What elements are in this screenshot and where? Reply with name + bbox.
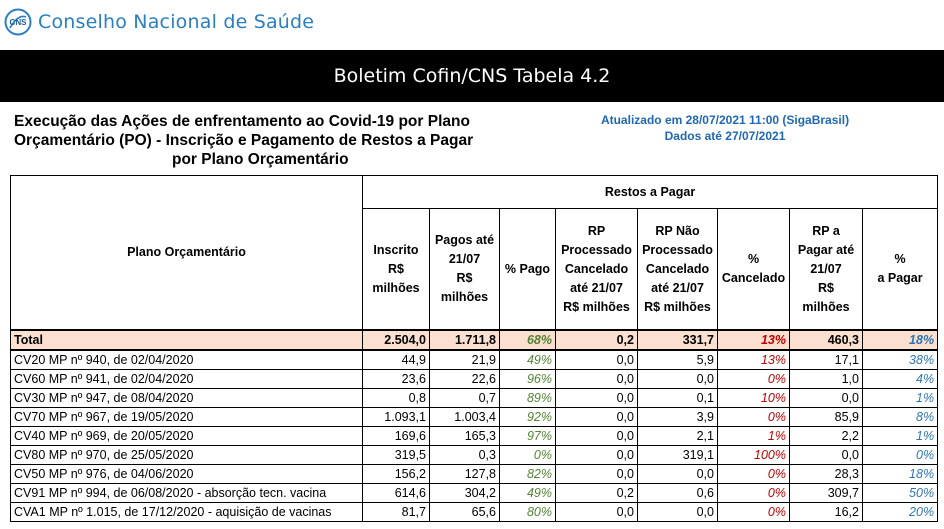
row-label: CV80 MP nº 970, de 25/05/2020 bbox=[11, 446, 363, 465]
cell-pagos: 0,7 bbox=[430, 389, 500, 408]
cell-pct-pago: 0% bbox=[500, 446, 556, 465]
cell-rp-a-pagar: 17,1 bbox=[790, 350, 863, 370]
column-header-line: % bbox=[894, 252, 906, 266]
column-header-line: Cancelado bbox=[721, 271, 786, 285]
row-label: CV70 MP nº 967, de 19/05/2020 bbox=[11, 408, 363, 427]
cell-rp-a-pagar: 16,2 bbox=[790, 503, 863, 522]
org-name: Conselho Nacional de Saúde bbox=[38, 11, 315, 33]
cell-pct-a-pagar: 8% bbox=[863, 408, 938, 427]
banner-title: Boletim Cofin/CNS Tabela 4.2 bbox=[333, 65, 611, 87]
cell-pct-pago: 49% bbox=[500, 484, 556, 503]
column-header-line: milhões bbox=[372, 280, 420, 295]
cell-rp-processado-cancelado: 0,0 bbox=[556, 503, 638, 522]
table-row bbox=[11, 446, 938, 465]
cell-pagos: 304,2 bbox=[430, 484, 500, 503]
updated-timestamp: Atualizado em 28/07/2021 11:00 (SigaBrasil) bbox=[600, 113, 850, 127]
cell-pct-pago: 89% bbox=[500, 389, 556, 408]
cell-pagos: 0,3 bbox=[430, 446, 500, 465]
table-row bbox=[11, 389, 938, 408]
cell-pct-pago: 82% bbox=[500, 465, 556, 484]
cell-rp-nao-processado-cancelado: 3,9 bbox=[638, 408, 718, 427]
cell-pct-a-pagar: 1% bbox=[863, 427, 938, 446]
cell-pct-cancelado: 0% bbox=[718, 503, 790, 522]
column-header-pct-cancelado bbox=[718, 209, 790, 331]
cell-inscrito: 44,9 bbox=[363, 350, 430, 370]
column-header-line: R$ bbox=[456, 271, 473, 285]
cell-pagos: 127,8 bbox=[430, 465, 500, 484]
cell-pct-pago: 68% bbox=[500, 330, 556, 350]
cell-pct-cancelado: 13% bbox=[718, 350, 790, 370]
column-header-line: RP Não bbox=[655, 223, 700, 238]
cell-inscrito: 169,6 bbox=[363, 427, 430, 446]
cell-rp-processado-cancelado: 0,0 bbox=[556, 427, 638, 446]
column-header-line: Cancelado bbox=[564, 261, 629, 276]
cell-rp-processado-cancelado: 0,0 bbox=[556, 389, 638, 408]
column-header-line: milhões bbox=[440, 290, 489, 304]
total-row bbox=[11, 330, 938, 350]
column-header-line: R$ bbox=[388, 261, 404, 276]
group-header-restos-a-pagar: Restos a Pagar bbox=[363, 176, 938, 209]
row-label: CV30 MP nº 947, de 08/04/2020 bbox=[11, 389, 363, 408]
column-header-line: a Pagar bbox=[877, 271, 923, 285]
table-row bbox=[11, 350, 938, 370]
cell-rp-nao-processado-cancelado: 0,0 bbox=[638, 370, 718, 389]
cell-inscrito: 2.504,0 bbox=[363, 330, 430, 350]
column-header-inscrito bbox=[363, 209, 430, 331]
cell-rp-a-pagar: 0,0 bbox=[790, 446, 863, 465]
column-header-line: 21/07 bbox=[810, 261, 842, 276]
cell-rp-nao-processado-cancelado: 2,1 bbox=[638, 427, 718, 446]
cell-pagos: 22,6 bbox=[430, 370, 500, 389]
title-banner bbox=[0, 50, 944, 102]
row-label: CV60 MP nº 941, de 02/04/2020 bbox=[11, 370, 363, 389]
cell-rp-processado-cancelado: 0,0 bbox=[556, 350, 638, 370]
cell-rp-nao-processado-cancelado: 0,6 bbox=[638, 484, 718, 503]
cell-rp-a-pagar: 0,0 bbox=[790, 389, 863, 408]
cell-pct-pago: 49% bbox=[500, 350, 556, 370]
row-label: CV91 MP nº 994, de 06/08/2020 - absorção tecn. vacina bbox=[11, 484, 363, 503]
cell-rp-a-pagar: 460,3 bbox=[790, 330, 863, 350]
cell-pct-cancelado: 0% bbox=[718, 465, 790, 484]
column-header-line: até 21/07 bbox=[651, 280, 704, 295]
column-header-line: RP bbox=[587, 223, 606, 238]
column-header-line: % bbox=[747, 252, 760, 266]
column-header-line: % Pago bbox=[504, 261, 551, 276]
cell-rp-processado-cancelado: 0,0 bbox=[556, 446, 638, 465]
table-row bbox=[11, 408, 938, 427]
table-row bbox=[11, 370, 938, 389]
column-header-rp-a-pagar bbox=[790, 209, 863, 331]
row-label: CVA1 MP nº 1.015, de 17/12/2020 - aquisição de vacinas bbox=[11, 503, 363, 522]
cell-rp-nao-processado-cancelado: 319,1 bbox=[638, 446, 718, 465]
table-row bbox=[11, 484, 938, 503]
cell-inscrito: 319,5 bbox=[363, 446, 430, 465]
row-label: Total bbox=[11, 330, 363, 350]
table-row bbox=[11, 503, 938, 522]
table-row bbox=[11, 427, 938, 446]
cell-pct-a-pagar: 18% bbox=[863, 330, 938, 350]
cell-pct-cancelado: 10% bbox=[718, 389, 790, 408]
cell-rp-nao-processado-cancelado: 0,1 bbox=[638, 389, 718, 408]
column-header-pct-pago bbox=[500, 209, 556, 331]
cell-pct-a-pagar: 1% bbox=[863, 389, 938, 408]
cell-rp-processado-cancelado: 0,0 bbox=[556, 370, 638, 389]
cell-pct-a-pagar: 50% bbox=[863, 484, 938, 503]
column-header-line: Inscrito bbox=[373, 242, 419, 257]
svg-text:CNS: CNS bbox=[9, 18, 27, 27]
column-header-line: Cancelado bbox=[645, 261, 710, 276]
cell-pagos: 1.711,8 bbox=[430, 330, 500, 350]
cell-rp-nao-processado-cancelado: 5,9 bbox=[638, 350, 718, 370]
row-label: CV50 MP nº 976, de 04/06/2020 bbox=[11, 465, 363, 484]
cell-rp-a-pagar: 1,0 bbox=[790, 370, 863, 389]
row-label: CV40 MP nº 969, de 20/05/2020 bbox=[11, 427, 363, 446]
cell-rp-processado-cancelado: 0,2 bbox=[556, 330, 638, 350]
cell-rp-processado-cancelado: 0,0 bbox=[556, 408, 638, 427]
column-header-pagos bbox=[430, 209, 500, 331]
cell-pct-pago: 92% bbox=[500, 408, 556, 427]
cell-rp-a-pagar: 309,7 bbox=[790, 484, 863, 503]
row-label: CV20 MP nº 940, de 02/04/2020 bbox=[11, 350, 363, 370]
cell-pct-cancelado: 0% bbox=[718, 484, 790, 503]
column-header-line: Pagar até bbox=[797, 242, 855, 257]
cell-rp-nao-processado-cancelado: 331,7 bbox=[638, 330, 718, 350]
cell-pagos: 1.003,4 bbox=[430, 408, 500, 427]
column-header-pct-a-pagar bbox=[863, 209, 938, 331]
cell-inscrito: 0,8 bbox=[363, 389, 430, 408]
cell-rp-processado-cancelado: 0,2 bbox=[556, 484, 638, 503]
cell-inscrito: 614,6 bbox=[363, 484, 430, 503]
cell-inscrito: 23,6 bbox=[363, 370, 430, 389]
column-header-line: até 21/07 bbox=[570, 280, 623, 295]
cell-pct-cancelado: 0% bbox=[718, 370, 790, 389]
cell-pct-pago: 80% bbox=[500, 503, 556, 522]
column-header-line: Pagos até bbox=[434, 233, 495, 247]
cell-pagos: 65,6 bbox=[430, 503, 500, 522]
cns-logo-icon bbox=[4, 8, 32, 36]
column-header-rp-processado-cancelado bbox=[556, 209, 638, 331]
column-header-line: R$ milhões bbox=[644, 299, 711, 314]
table-row bbox=[11, 465, 938, 484]
column-header-line: Processado bbox=[561, 242, 632, 257]
cell-pct-cancelado: 0% bbox=[718, 408, 790, 427]
cell-rp-nao-processado-cancelado: 0,0 bbox=[638, 503, 718, 522]
column-header-line: Processado bbox=[642, 242, 713, 257]
report-title-line: Execução das Ações de enfrentamento ao Covid-19 por Plano bbox=[14, 113, 470, 130]
cell-rp-a-pagar: 85,9 bbox=[790, 408, 863, 427]
cell-pagos: 21,9 bbox=[430, 350, 500, 370]
cell-inscrito: 81,7 bbox=[363, 503, 430, 522]
report-title-line: Orçamentário (PO) - Inscrição e Pagamento de Restos a Pagar bbox=[14, 132, 474, 149]
cell-pct-a-pagar: 4% bbox=[863, 370, 938, 389]
column-header-line: R$ milhões bbox=[563, 299, 630, 314]
update-info bbox=[578, 112, 872, 144]
cell-pct-a-pagar: 38% bbox=[863, 350, 938, 370]
cns-logo bbox=[4, 4, 314, 40]
cell-inscrito: 156,2 bbox=[363, 465, 430, 484]
cell-pct-pago: 97% bbox=[500, 427, 556, 446]
cell-rp-nao-processado-cancelado: 0,0 bbox=[638, 465, 718, 484]
column-header-line: milhões bbox=[802, 299, 850, 314]
cell-inscrito: 1.093,1 bbox=[363, 408, 430, 427]
cell-rp-processado-cancelado: 0,0 bbox=[556, 465, 638, 484]
cell-pct-a-pagar: 20% bbox=[863, 503, 938, 522]
cell-pct-cancelado: 100% bbox=[718, 446, 790, 465]
report-title bbox=[14, 112, 564, 169]
cell-pct-pago: 96% bbox=[500, 370, 556, 389]
cell-pct-cancelado: 13% bbox=[718, 330, 790, 350]
cell-pagos: 165,3 bbox=[430, 427, 500, 446]
column-header-rp-nao-processado-cancelado bbox=[638, 209, 718, 331]
restos-a-pagar-table bbox=[10, 175, 938, 522]
cell-rp-a-pagar: 28,3 bbox=[790, 465, 863, 484]
column-header-line: 21/07 bbox=[448, 252, 481, 266]
cell-rp-a-pagar: 2,2 bbox=[790, 427, 863, 446]
cell-pct-a-pagar: 0% bbox=[863, 446, 938, 465]
cell-pct-a-pagar: 18% bbox=[863, 465, 938, 484]
column-header-line: R$ bbox=[818, 280, 834, 295]
report-title-line: por Plano Orçamentário bbox=[172, 151, 349, 168]
cell-pct-cancelado: 1% bbox=[718, 427, 790, 446]
column-header-line: RP a bbox=[812, 223, 840, 238]
column-header-plano: Plano Orçamentário bbox=[11, 176, 363, 331]
data-until-date: Dados até 27/07/2021 bbox=[664, 129, 786, 143]
